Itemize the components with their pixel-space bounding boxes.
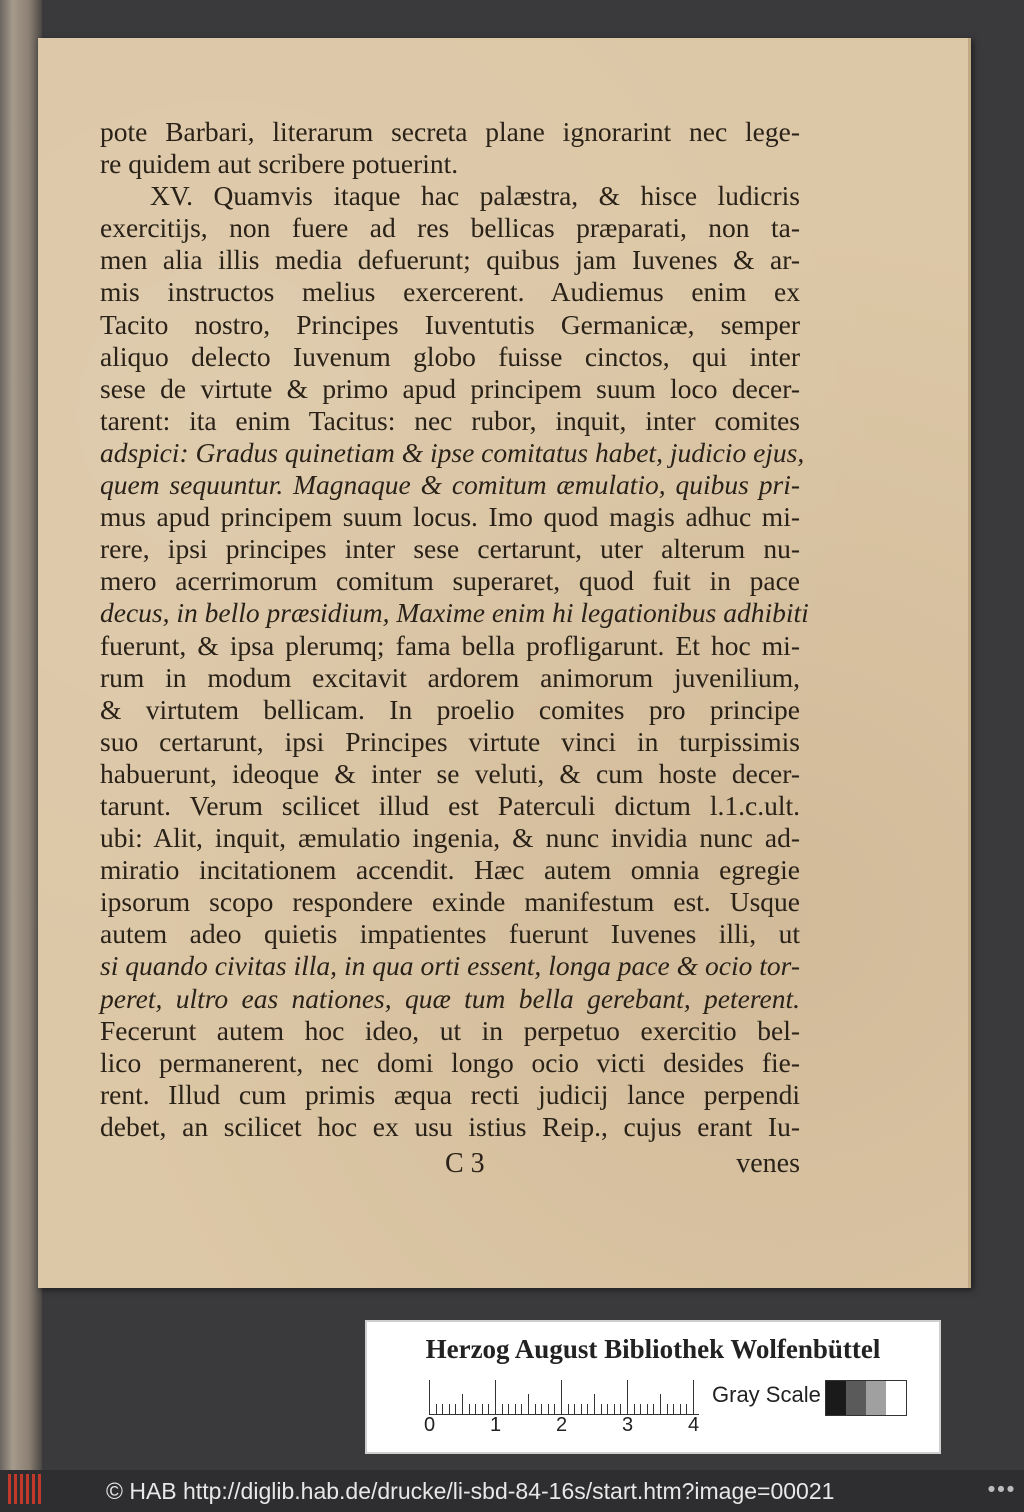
ruler-tick [634,1404,635,1414]
text-line: ipsorum scopo respondere exinde manifestum est. Usque [100,886,800,918]
text-line: tarunt. Verum scilicet illud est Paterculi dictum l.1.c.ult. [100,789,800,821]
ruler-tick [640,1404,641,1414]
scale-ruler [429,1380,699,1415]
ruler-number: 1 [490,1414,502,1436]
ruler-tick [436,1404,437,1414]
text-line: XV. Quamvis itaque hac palæstra, & hisce ludicris [150,180,800,212]
ruler-tick [693,1380,694,1414]
text-line: tarent: ita enim Tacitus: nec rubor, inquit, inter comites [100,404,800,436]
page-footer [100,1148,800,1182]
ruler-tick [502,1404,503,1414]
ruler-tick [561,1380,562,1414]
text-line: Tacito nostro, Principes Iuventutis Germanicæ, semper [100,308,800,340]
ruler-tick [449,1404,450,1414]
text-line: pote Barbari, literarum secreta plane ignorarint nec lege- [100,116,800,147]
book-page [38,38,971,1288]
ruler-number: 4 [688,1414,700,1436]
text-line: suo certarunt, ipsi Principes virtute vinci in turpissimis [100,725,800,757]
gray-swatch [826,1381,846,1415]
text-line: men alia illis media defuerunt; quibus jam Iuvenes & ar- [100,244,800,276]
gray-swatch [886,1381,906,1415]
ruler-tick [554,1404,555,1414]
text-line: re quidem aut scribere potuerint. [100,148,459,180]
ruler-tick [680,1404,681,1414]
text-line: quem sequuntur. Magnaque & comitum æmulatio, quibus pri- [100,469,800,501]
ruler-tick [574,1404,575,1414]
text-line: rent. Illud cum primis æqua recti judicij lance perpendi [100,1078,800,1110]
ruler-tick [614,1404,615,1414]
signature-mark: C 3 [445,1148,485,1179]
text-line: fuerunt, & ipsa plerumq; fama bella profligarunt. Et hoc mi- [100,629,800,661]
text-line: decus, in bello præsidium, Maxime enim hi legationibus adhibiti [100,597,809,629]
color-calibration-card [365,1320,941,1454]
text-line: aliquo delecto Iuvenum globo fuisse cinctos, qui inter [100,340,800,372]
text-line: rere, ipsi principes inter sese certarunt, uter alterum nu- [100,533,800,565]
ruler-number: 2 [556,1414,568,1436]
ruler-tick [627,1380,628,1414]
text-line: exercitijs, non fuere ad res bellicas præparati, non ta- [100,212,800,244]
ruler-tick [541,1404,542,1414]
ruler-tick [535,1404,536,1414]
institution-name: Herzog August Bibliothek Wolfenbüttel [425,1334,881,1364]
ruler-tick [475,1404,476,1414]
ruler-tick [429,1380,430,1414]
ruler-tick [653,1404,654,1414]
text-line: ubi: Alit, inquit, æmulatio ingenia, & nunc invidia nunc ad- [100,822,800,854]
text-line: si quando civitas illa, in qua orti essent, longa pace & ocio tor- [100,950,800,982]
text-line: adspici: Gradus quinetiam & ipse comitatus habet, judicio ejus, [100,436,805,468]
ruler-tick [462,1394,463,1414]
text-line: peret, ultro eas nationes, quæ tum bella gerebant, peterent. [100,982,800,1014]
ruler-tick [482,1404,483,1414]
page-text [100,116,809,1143]
ruler-tick [568,1404,569,1414]
ruler-tick [515,1404,516,1414]
ruler-tick [620,1404,621,1414]
text-line: & virtutem bellicam. In proelio comites pro principe [100,693,800,725]
catchword: venes [736,1148,800,1179]
book-spine-edge [0,0,42,1470]
gray-scale-label: Gray Scale [712,1382,821,1407]
ruler-tick [581,1404,582,1414]
ruler-tick [607,1404,608,1414]
ruler-tick [521,1404,522,1414]
viewer-footer [0,1470,1024,1512]
ruler-tick [455,1404,456,1414]
gray-swatch [846,1381,866,1415]
ruler-tick [667,1404,668,1414]
ruler-tick [469,1404,470,1414]
ruler-tick [508,1404,509,1414]
ruler-number: 0 [424,1414,436,1436]
text-line: mero acerrimorum comitum superaret, quod fuit in pace [100,565,800,597]
hab-logo-icon [8,1474,44,1504]
ruler-numbers [424,1414,729,1444]
text-line: debet, an scilicet hoc ex usu istius Reip., cujus erant Iu- [100,1110,800,1142]
ruler-number: 3 [622,1414,634,1436]
ruler-tick [488,1404,489,1414]
ruler-tick [495,1380,496,1414]
ruler-tick [442,1404,443,1414]
ruler-tick [601,1404,602,1414]
ruler-tick [647,1404,648,1414]
text-line: habuerunt, ideoque & inter se veluti, & cum hoste decer- [100,757,800,789]
ruler-tick [548,1404,549,1414]
text-line: miratio incitationem accendit. Hæc autem omnia egregie [100,854,800,886]
text-line: mis instructos melius exercerent. Audiemus enim ex [100,276,800,308]
ruler-tick [673,1404,674,1414]
ruler-tick [660,1394,661,1414]
ruler-tick [594,1394,595,1414]
text-line: rum in modum excitavit ardorem animorum juvenilium, [100,661,800,693]
text-line: sese de virtute & primo apud principem suum loco decer- [100,372,800,404]
text-line: mus apud principem suum locus. Imo quod magis adhuc mi- [100,501,800,533]
text-line: autem adeo quietis impatientes fuerunt Iuvenes illi, ut [100,918,800,950]
gray-scale-swatches [825,1380,907,1416]
ruler-tick [587,1404,588,1414]
ruler-tick [686,1404,687,1414]
dots-icon: ● ● ● [987,1484,1014,1493]
text-line: Fecerunt autem hoc ideo, ut in perpetuo exercitio bel- [100,1014,800,1046]
gray-swatch [866,1381,886,1415]
copyright-url[interactable]: © HAB http://diglib.hab.de/drucke/li-sbd-84-16s/start.htm?image=00021 [106,1478,835,1504]
text-line: lico permanerent, nec domi longo ocio victi desides fie- [100,1046,800,1078]
ruler-tick [528,1394,529,1414]
